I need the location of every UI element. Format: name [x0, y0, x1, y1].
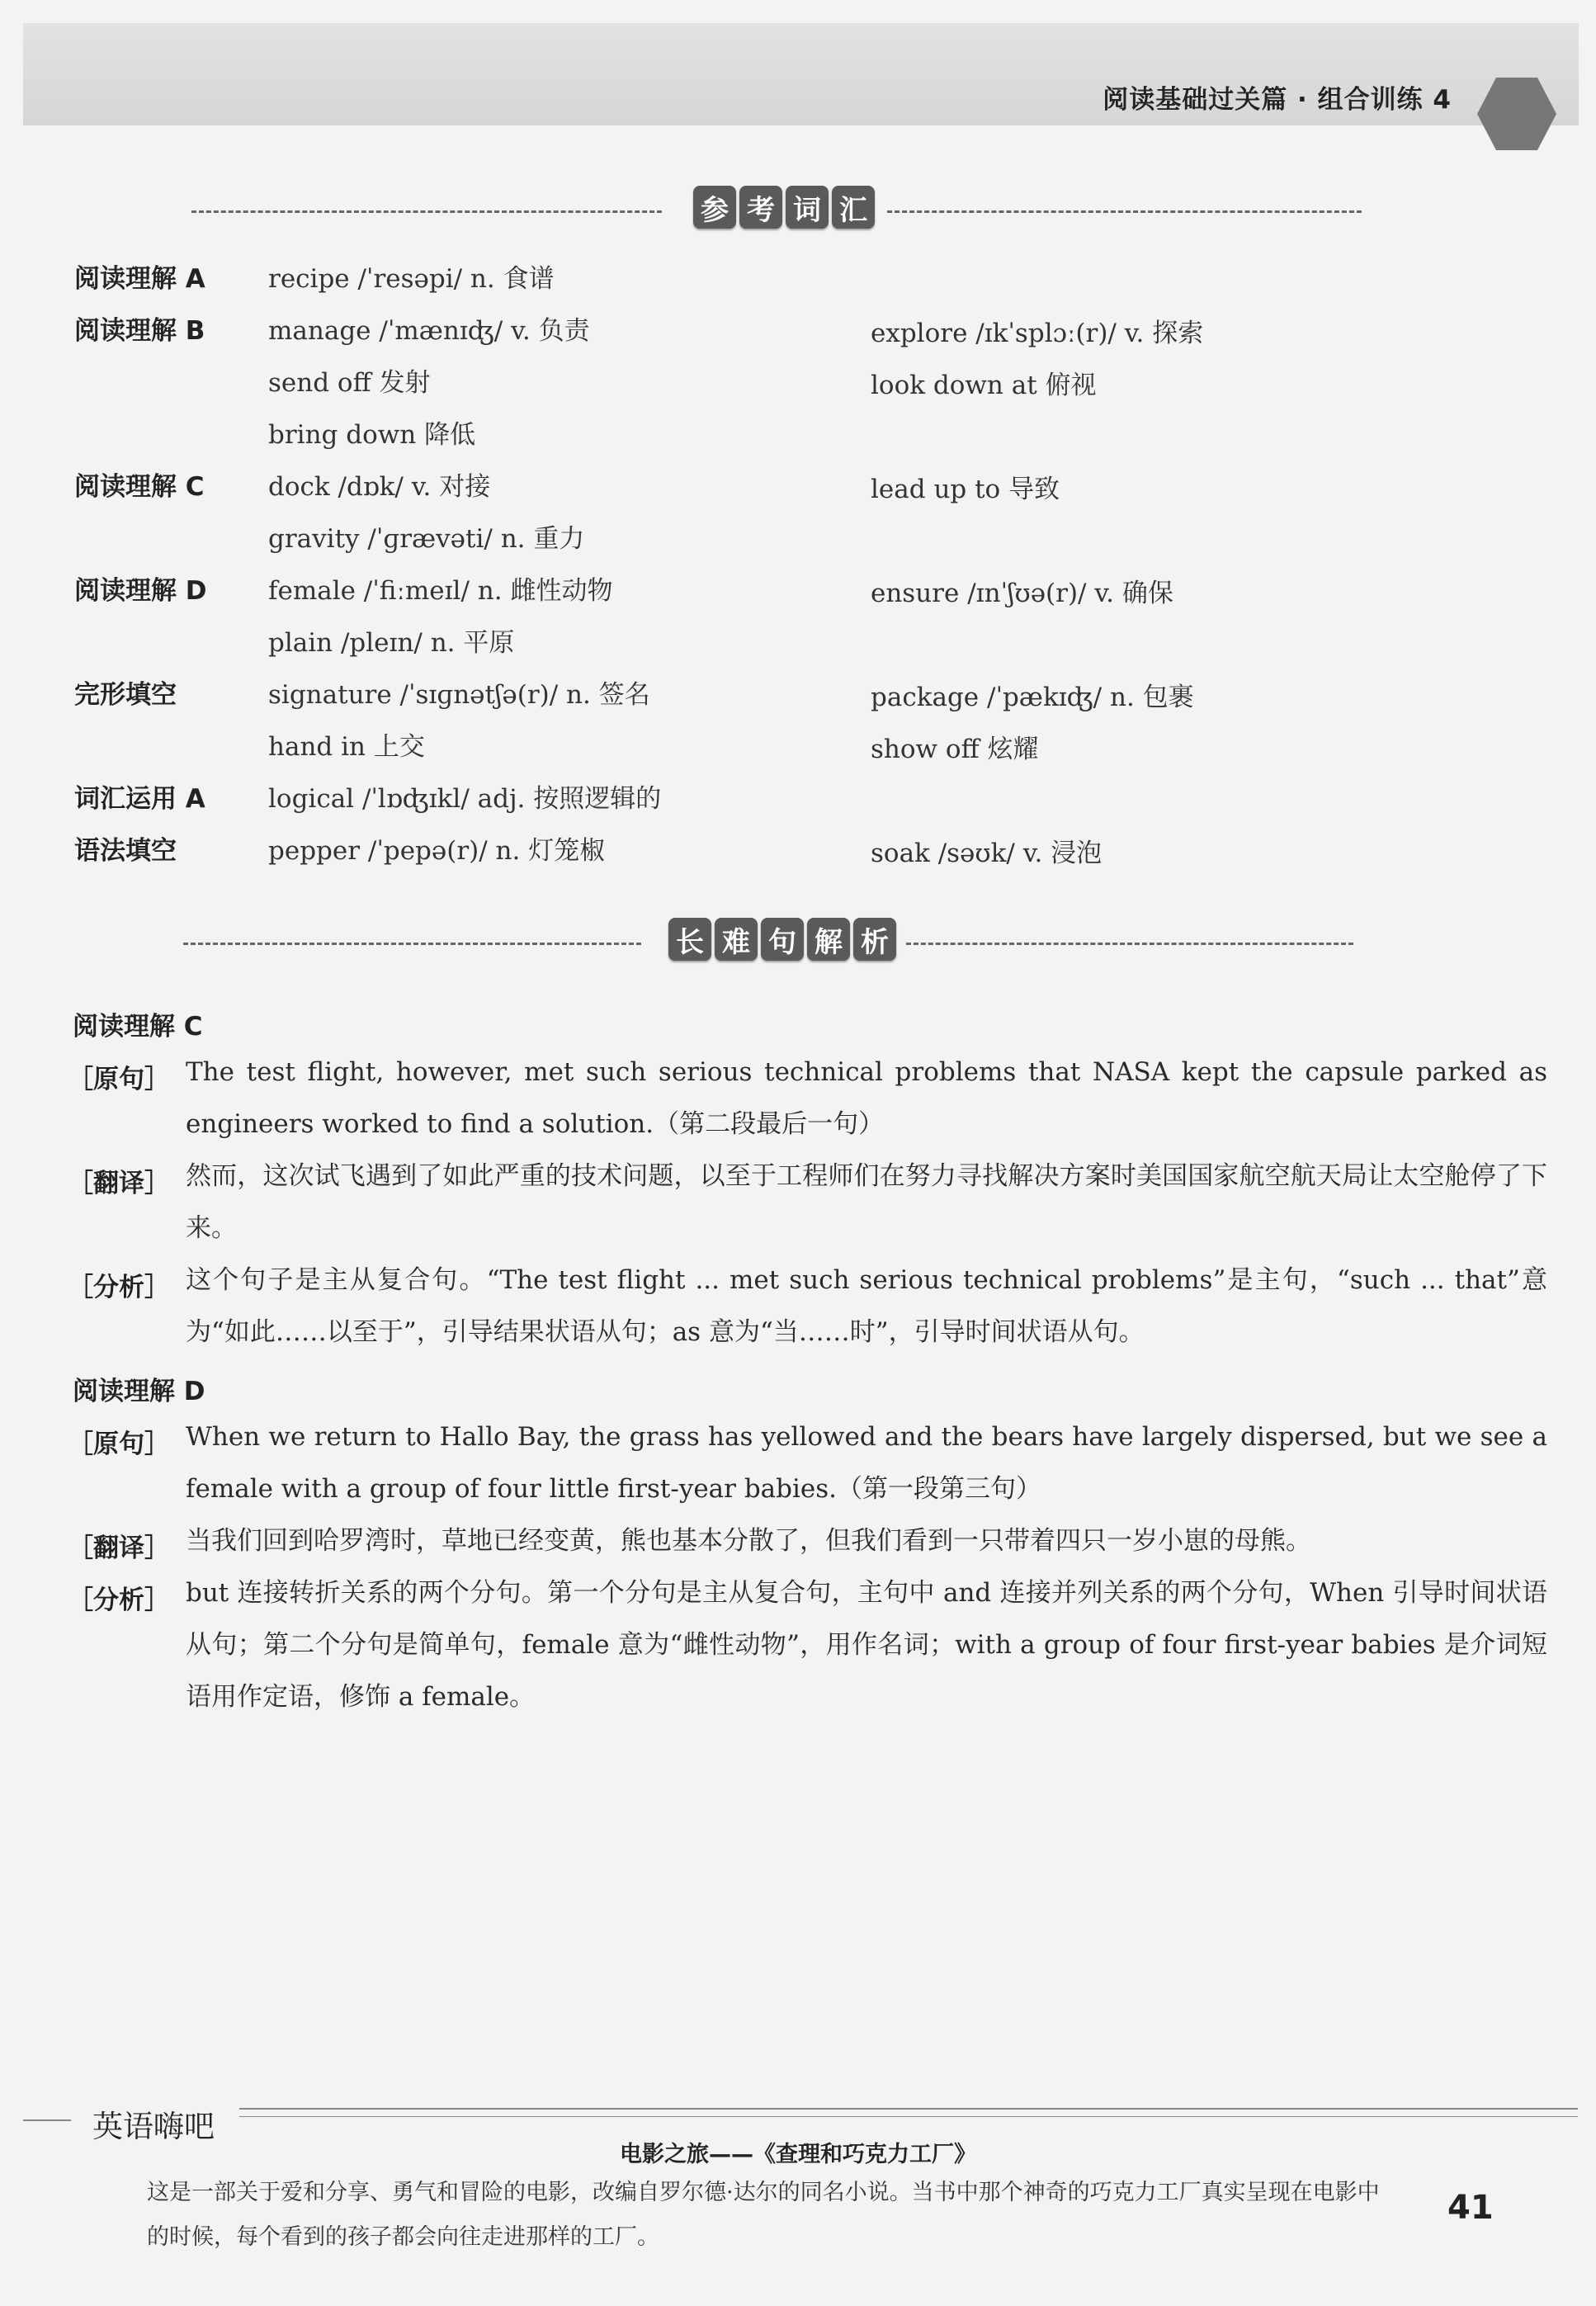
vocab-section-label: 阅读理解 D [74, 576, 207, 606]
translation-label: ［翻译］ [68, 1169, 170, 1198]
footer-body: 这是一部关于爱和分享、勇气和冒险的电影，改编自罗尔德·达尔的同名小说。当书中那个神奇的巧克力工厂真实呈现在电影中的时候，每个看到的孩子都会向往走进那样的工厂。 [147, 2180, 1380, 2250]
sentence-banner-char: 难 [715, 918, 758, 961]
vocab-entry: soak /səʊk/ v. 浸泡 [871, 839, 1103, 868]
footer-rule-top [239, 2108, 1578, 2110]
vocab-banner-char: 考 [739, 186, 782, 229]
vocab-section-label: 词汇运用 A [74, 784, 205, 814]
vocab-entry: send off 发射 [268, 368, 431, 398]
vocab-section-label: 完形填空 [74, 680, 177, 710]
sentence-banner [0, 918, 1596, 967]
sentence-banner-char: 解 [807, 918, 850, 961]
vocab-entry: package /ˈpækɪʤ/ n. 包裹 [871, 683, 1194, 712]
analysis-text: but 连接转折关系的两个分句。第一个分句是主从复合句，主句中 and 连接并列关系的两个分句，When 引导时间状语从句；第二个分句是简单句，female 意为“雌性动物”，用作名词；with a group of four first-year babies 是介词短语用作定语，修饰 a female。 [186, 1578, 1547, 1712]
analysis-label: ［分析］ [68, 1273, 170, 1302]
vocab-entry: recipe /ˈresəpi/ n. 食谱 [268, 264, 555, 294]
vocab-banner-char: 汇 [832, 186, 875, 229]
sentence-banner-char: 析 [853, 918, 896, 961]
vocab-entry: dock /dɒk/ v. 对接 [268, 472, 491, 502]
vocab-section-label: 阅读理解 B [74, 316, 205, 346]
vocab-entry: lead up to 导致 [871, 475, 1060, 504]
sentence-banner-char: 长 [668, 918, 711, 961]
analysis-c [68, 1265, 1547, 1365]
vocab-entry: female /ˈfiːmeɪl/ n. 雌性动物 [268, 576, 613, 606]
sentence-banner-char: 句 [761, 918, 804, 961]
vocab-entry: look down at 俯视 [871, 371, 1097, 400]
section-heading-d: 阅读理解 D [73, 1377, 205, 1406]
translation-text: 然而，这次试飞遇到了如此严重的技术问题，以至于工程师们在努力寻找解决方案时美国国家航空航天局让太空舱停了下来。 [186, 1161, 1547, 1243]
vocab-entry: signature /ˈsɪɡnətʃə(r)/ n. 签名 [268, 680, 650, 710]
original-text: When we return to Hallo Bay, the grass has yellowed and the bears have largely dispersed, but we see a female with a group of four little first-year babies.（第一段第三句） [186, 1422, 1547, 1504]
vocab-section-label: 阅读理解 A [74, 264, 205, 294]
original-sentence-d [68, 1422, 1547, 1522]
vocab-section-label: 阅读理解 C [74, 472, 205, 502]
analysis-d [68, 1578, 1547, 1736]
vocab-banner-char: 词 [786, 186, 829, 229]
vocab-entry: manage /ˈmænɪʤ/ v. 负责 [268, 316, 590, 346]
vocab-entry: gravity /ˈɡrævəti/ n. 重力 [268, 524, 585, 554]
footer-rule-bottom [239, 2116, 1578, 2117]
original-text: The test flight, however, met such serious technical problems that NASA kept the capsule parked as engineers worked to find a solution.（第二段最后一句） [186, 1057, 1547, 1139]
page-number: 41 [1447, 2189, 1494, 2227]
vocab-entry: show off 炫耀 [871, 735, 1039, 764]
vocab-banner-char: 参 [693, 186, 736, 229]
section-heading-c: 阅读理解 C [73, 1012, 203, 1042]
vocab-banner [0, 186, 1596, 235]
analysis-label: ［分析］ [68, 1585, 170, 1615]
running-header-title: 阅读基础过关篇 · 组合训练 4 [1103, 85, 1452, 115]
translation-label: ［翻译］ [68, 1533, 170, 1563]
vocab-entry: ensure /ɪnˈʃʊə(r)/ v. 确保 [871, 579, 1173, 608]
original-label: ［原句］ [68, 1429, 170, 1459]
original-sentence-c [68, 1057, 1547, 1157]
vocab-entry: explore /ɪkˈsplɔː(r)/ v. 探索 [871, 319, 1204, 348]
vocab-entry: hand in 上交 [268, 732, 425, 762]
footer-column-label: 英语嗨吧 [92, 2109, 215, 2144]
footer-rule-left [23, 2119, 71, 2121]
original-label: ［原句］ [68, 1065, 170, 1094]
vocab-entry: plain /pleɪn/ n. 平原 [268, 628, 515, 658]
vocab-entry: pepper /ˈpepə(r)/ n. 灯笼椒 [268, 836, 606, 866]
footer-title: 电影之旅——《查理和巧克力工厂》 [620, 2142, 976, 2167]
translation-c [68, 1161, 1547, 1261]
vocab-banner-title [693, 186, 875, 229]
sentence-banner-title [668, 918, 896, 961]
analysis-text: 这个句子是主从复合句。“The test flight ... met such serious technical problems”是主句，“such ... that”意为“如此……以至于”，引导结果状语从句；as 意为“当……时”，引导时间状语从句。 [186, 1265, 1547, 1347]
translation-text: 当我们回到哈罗湾时，草地已经变黄，熊也基本分散了，但我们看到一只带着四只一岁小崽的母熊。 [186, 1526, 1311, 1556]
vocab-entry: bring down 降低 [268, 420, 476, 450]
vocab-entry: logical /ˈlɒʤɪkl/ adj. 按照逻辑的 [268, 784, 662, 814]
hexagon-decoration-icon [1476, 76, 1558, 152]
vocab-section-label: 语法填空 [74, 836, 177, 866]
